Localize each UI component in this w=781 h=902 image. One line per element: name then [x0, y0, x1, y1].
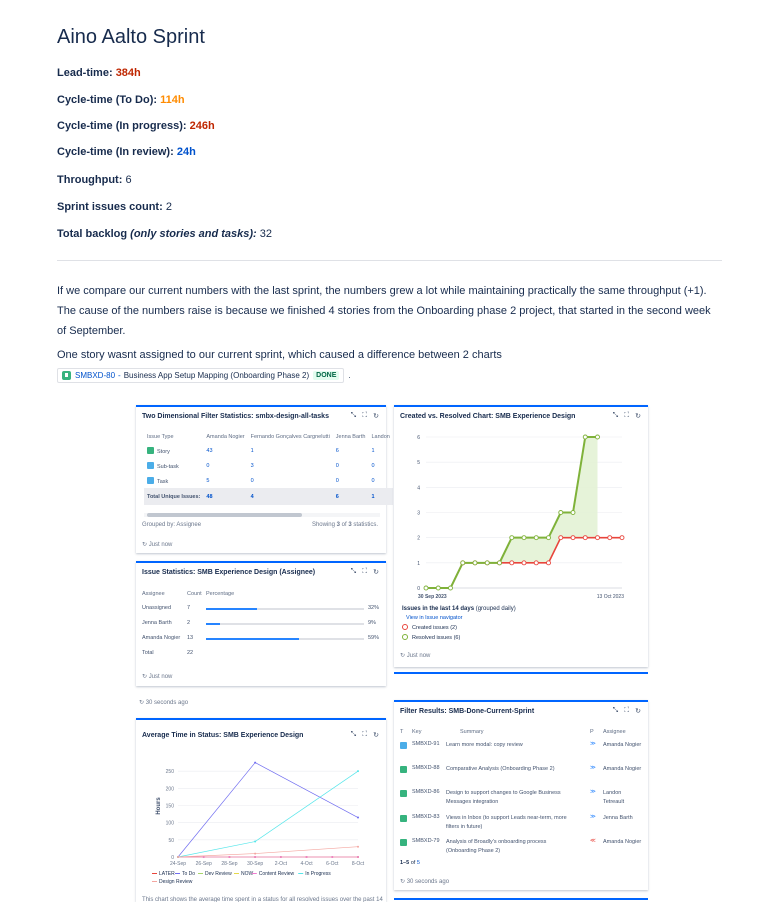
- y-tick-label: 6: [417, 435, 420, 441]
- story-icon: [400, 815, 407, 822]
- refresh-icon[interactable]: ↻: [373, 413, 379, 420]
- grouped-by-label: Grouped by: Assignee: [142, 522, 202, 528]
- metric-value: 246h: [189, 120, 215, 132]
- metric-label: Cycle-time (In progress):: [57, 120, 187, 132]
- assignee-name[interactable]: Amanda Nogier: [142, 635, 181, 641]
- percentage-bar: [206, 623, 364, 625]
- horizontal-scrollbar[interactable]: [144, 513, 380, 517]
- series-line-to-do: [178, 763, 358, 857]
- stats-table: [144, 431, 393, 505]
- assignee-count[interactable]: 7: [187, 605, 191, 611]
- y-tick-label: 50: [168, 837, 174, 844]
- list-item[interactable]: [400, 741, 640, 761]
- count-cell[interactable]: 0: [206, 462, 210, 469]
- resolved-point[interactable]: [436, 586, 440, 590]
- gadget-actions: [613, 707, 641, 715]
- legend-heading: Issues in the last 14 days: [402, 606, 475, 612]
- data-point[interactable]: [228, 856, 230, 858]
- minimize-icon[interactable]: ⤡: [350, 412, 357, 419]
- list-item[interactable]: [400, 814, 640, 834]
- table-row: [144, 458, 393, 473]
- count-range: 1–5: [400, 860, 410, 866]
- subtask-icon: [147, 462, 154, 469]
- y-tick-label: 3: [417, 510, 420, 517]
- gadget-actions: [351, 568, 379, 576]
- count-cell[interactable]: 1: [371, 447, 375, 454]
- metric-sprint-issues: [57, 201, 172, 213]
- total-count: 22: [187, 650, 194, 656]
- x-tick-label: 28-Sep: [221, 861, 238, 867]
- percentage-label: 9%: [368, 620, 376, 626]
- assignee-count[interactable]: 13: [187, 635, 194, 641]
- column-header[interactable]: Summary: [460, 729, 484, 735]
- metric-label: Lead-time:: [57, 67, 113, 79]
- data-point[interactable]: [306, 856, 308, 858]
- y-tick-label: 150: [165, 803, 174, 810]
- task-icon: [400, 742, 407, 749]
- expand-icon[interactable]: ⛶: [624, 707, 630, 714]
- assignee-name: Landon Tetreault: [603, 790, 625, 805]
- count-cell[interactable]: 6: [335, 447, 339, 454]
- legend-entry[interactable]: NOW: [241, 871, 254, 877]
- assignee-name: Amanda Nogier: [603, 839, 642, 845]
- list-item[interactable]: [400, 765, 640, 785]
- data-point[interactable]: [177, 856, 179, 858]
- refresh-icon[interactable]: ↻: [635, 413, 641, 420]
- total-cell[interactable]: 1: [368, 488, 392, 505]
- list-item[interactable]: [400, 838, 640, 858]
- stats-total-row: [142, 650, 194, 656]
- expand-icon[interactable]: ⛶: [362, 412, 368, 419]
- column-header: Amanda Nogier: [206, 434, 245, 440]
- issue-key[interactable]: SMBXD-79: [412, 838, 440, 844]
- table-row: [144, 443, 393, 458]
- metric-cycle-in-review: [57, 146, 196, 158]
- assignee-name: Amanda Nogier: [603, 766, 642, 772]
- assignee-name: Jenna Barth: [603, 815, 633, 821]
- last-updated: ↻ 30 seconds ago: [139, 700, 189, 706]
- metric-value: 24h: [176, 146, 196, 158]
- issue-summary[interactable]: Comparative Analysis (Onboarding Phase 2): [446, 766, 555, 772]
- x-tick-label: 6-Oct: [326, 861, 339, 867]
- total-label: Total: [142, 650, 154, 656]
- showing-prefix: Showing: [311, 522, 337, 528]
- last-updated: ↻ Just now: [400, 653, 431, 659]
- resolved-marker-icon: [402, 634, 408, 640]
- total-cell[interactable]: 4: [248, 488, 333, 505]
- minimize-icon[interactable]: ⤡: [350, 731, 357, 738]
- list-item[interactable]: [400, 789, 640, 809]
- gadget-title: Created vs. Resolved Chart: SMB Experience Design: [400, 413, 576, 420]
- chart-footnote: This chart shows the average time spent in a status for all resolved issues over the past 14: [142, 897, 383, 902]
- stats-row: [142, 605, 382, 614]
- stats-row: [142, 620, 382, 629]
- data-point[interactable]: [280, 856, 282, 858]
- x-tick-label: 2-Oct: [274, 861, 287, 867]
- y-tick-label: 4: [417, 485, 420, 492]
- column-header: Count: [187, 591, 202, 597]
- table-row: [144, 473, 393, 488]
- column-header: Assignee: [142, 591, 165, 597]
- legend-entry[interactable]: To Do: [182, 871, 196, 877]
- issue-key[interactable]: SMBXD-86: [412, 789, 440, 795]
- scrollbar-thumb[interactable]: [147, 513, 302, 517]
- issue-navigator-link[interactable]: View in Issue navigator: [406, 615, 463, 621]
- series-line-in-progress: [178, 771, 358, 857]
- resolved-point[interactable]: [485, 561, 489, 565]
- created-marker-icon: [402, 624, 408, 630]
- x-tick-label: 4-Oct: [300, 861, 313, 867]
- issue-type-label: Story: [157, 448, 170, 455]
- percentage-bar-fill: [206, 638, 299, 640]
- count-cell[interactable]: 5: [206, 477, 210, 484]
- showing-of: of: [339, 522, 349, 528]
- percentage-bar: [206, 638, 364, 640]
- two-dimensional-stats-gadget: [136, 405, 390, 553]
- y-tick-label: 200: [165, 786, 174, 793]
- expand-icon[interactable]: ⛶: [624, 412, 630, 419]
- data-point[interactable]: [254, 841, 256, 843]
- task-icon: [147, 477, 154, 484]
- summary-paragraph: If we compare our current numbers with the last sprint, the numbers grew a lot while maintaining practically the same throughput (+1). The cause of the numbers raise is because we finished 4 stories from the Onboarding phase 2 project, that started in the second week of September.: [57, 285, 711, 337]
- minimize-icon[interactable]: ⤡: [350, 568, 357, 575]
- column-header[interactable]: Key: [412, 729, 422, 735]
- x-tick-label: 26-Sep: [195, 861, 212, 867]
- stats-header: [142, 591, 235, 597]
- count-cell[interactable]: 0: [371, 462, 375, 469]
- count-cell[interactable]: 0: [335, 462, 339, 469]
- resolved-point[interactable]: [534, 536, 538, 540]
- assignee-name[interactable]: Unassigned: [142, 605, 172, 611]
- data-point[interactable]: [357, 817, 359, 819]
- metric-value: 384h: [115, 67, 141, 79]
- resolved-point[interactable]: [522, 536, 526, 540]
- stats-row: [142, 635, 382, 644]
- data-point[interactable]: [357, 770, 359, 772]
- minimize-icon[interactable]: ⤡: [612, 412, 619, 419]
- count-of: of: [410, 860, 416, 866]
- issue-summary[interactable]: Views in Inbox (to support Leads near-term, more filters in future): [446, 815, 567, 830]
- story-icon: [147, 447, 154, 454]
- showing-n: 3: [336, 522, 340, 528]
- total-label: Total Unique Issues:: [144, 488, 203, 505]
- gadget-actions: [613, 412, 641, 420]
- y-tick-label: 1: [417, 560, 420, 567]
- issue-link[interactable]: [57, 368, 344, 383]
- legend-entry[interactable]: Content Review: [258, 871, 295, 877]
- issue-summary[interactable]: Analysis of Broadly's onboarding process (Onboarding Phase 2): [446, 839, 547, 854]
- percentage-bar-fill: [206, 608, 257, 610]
- results-count: [400, 860, 420, 866]
- refresh-icon[interactable]: ↻: [373, 569, 379, 576]
- count-cell[interactable]: 0: [371, 477, 375, 484]
- column-header: Percentage: [206, 591, 235, 597]
- metric-label: Total backlog: [57, 228, 128, 240]
- trailing-period: .: [348, 370, 351, 380]
- data-point[interactable]: [254, 762, 256, 764]
- count-cell[interactable]: 1: [250, 447, 254, 454]
- x-tick-label: 24-Sep: [169, 861, 187, 867]
- gadget-title: Issue Statistics: SMB Experience Design (Assignee): [142, 569, 316, 576]
- issue-key: SMBXD-80: [75, 370, 116, 380]
- priority-icon: ≫: [590, 765, 596, 771]
- issue-summary[interactable]: Design to support changes to Google Business Messages integration: [446, 790, 561, 805]
- x-start-label: 30 Sep 2023: [418, 594, 447, 600]
- y-tick-label: 0: [171, 855, 174, 861]
- count-total[interactable]: 5: [416, 860, 420, 866]
- created-point[interactable]: [571, 536, 575, 540]
- created-point[interactable]: [547, 561, 551, 565]
- y-tick-label: 2: [417, 535, 420, 542]
- story-icon: [400, 839, 407, 846]
- gadget-title: Two Dimensional Filter Statistics: smbx-design-all-tasks: [142, 413, 329, 420]
- status-badge: DONE: [313, 371, 339, 380]
- column-header[interactable]: T: [400, 729, 404, 735]
- resolved-point[interactable]: [461, 561, 465, 565]
- table-header-row: [144, 431, 393, 443]
- gadget-actions: [351, 412, 379, 420]
- count-cell[interactable]: 0: [250, 477, 254, 484]
- metric-label: Cycle-time (To Do):: [57, 94, 158, 106]
- count-cell[interactable]: 43: [206, 447, 213, 454]
- metric-value: 114h: [160, 94, 185, 106]
- legend-resolved: [402, 634, 460, 641]
- metric-qualifier: (only stories and tasks):: [130, 228, 257, 240]
- issue-type-cell[interactable]: [144, 443, 203, 458]
- gadget-actions: [351, 731, 379, 739]
- assignee-name[interactable]: Jenna Barth: [142, 620, 172, 626]
- data-point[interactable]: [357, 846, 359, 848]
- issue-statistics-gadget: [136, 561, 386, 686]
- resolved-point[interactable]: [559, 511, 563, 515]
- created-point[interactable]: [534, 561, 538, 565]
- showing-total: 3: [348, 522, 352, 528]
- issue-summary[interactable]: Learn more modal: copy review: [446, 742, 523, 748]
- issue-key[interactable]: SMBXD-83: [412, 814, 440, 820]
- percentage-bar: [206, 608, 364, 610]
- data-point[interactable]: [357, 856, 359, 858]
- divider: [57, 260, 722, 261]
- percentage-label: 32%: [368, 605, 380, 611]
- metric-cycle-todo: [57, 94, 185, 106]
- issue-type-label: Sub-task: [157, 463, 179, 470]
- issue-type-label: Task: [157, 478, 169, 485]
- collapsed-gadget-edge: [394, 672, 648, 686]
- x-tick-label: 8-Oct: [351, 861, 365, 867]
- minimize-icon[interactable]: ⤡: [612, 707, 619, 714]
- story-icon: [400, 766, 407, 773]
- issue-reference: [57, 367, 351, 383]
- issue-type-cell[interactable]: [144, 473, 203, 488]
- resolved-point[interactable]: [424, 586, 428, 590]
- x-end-label: 13 Oct 2023: [596, 594, 624, 600]
- total-row: [144, 488, 393, 505]
- x-tick-label: 30-Sep: [247, 861, 264, 867]
- priority-icon: ≫: [590, 789, 596, 795]
- legend-created: [402, 624, 457, 631]
- next-gadget-edge: [394, 898, 648, 902]
- metric-label: Throughput:: [57, 174, 123, 186]
- column-header[interactable]: Assignee: [603, 729, 626, 735]
- legend-entry[interactable]: In Progress: [305, 871, 331, 877]
- legend-title: [402, 606, 516, 612]
- metric-value: 32: [259, 228, 273, 240]
- y-tick-label: 100: [165, 820, 174, 827]
- legend-created-label: Created issues (2): [412, 625, 457, 631]
- percentage-bar-fill: [206, 623, 220, 625]
- refresh-icon[interactable]: ↻: [373, 732, 379, 739]
- issue-key[interactable]: SMBXD-88: [412, 765, 440, 771]
- metric-total-backlog: [57, 228, 272, 240]
- resolved-point[interactable]: [498, 561, 502, 565]
- gadget-title: Average Time in Status: SMB Experience Design: [142, 732, 304, 739]
- metric-value: 2: [165, 201, 172, 213]
- last-updated: ↻ Just now: [142, 674, 173, 680]
- column-header: Issue Type: [147, 434, 174, 440]
- column-header[interactable]: P: [590, 729, 594, 735]
- last-updated: ↻ Just now: [142, 542, 173, 548]
- resolved-point[interactable]: [473, 561, 477, 565]
- resolved-point[interactable]: [583, 435, 587, 439]
- story-icon: [62, 371, 71, 380]
- count-cell[interactable]: 0: [335, 477, 339, 484]
- issue-separator: -: [118, 370, 121, 380]
- expand-icon[interactable]: ⛶: [362, 568, 368, 575]
- assignee-count[interactable]: 2: [187, 620, 191, 626]
- data-point[interactable]: [254, 853, 256, 855]
- column-header: Fernando Gonçalves Cargnelutti: [250, 434, 330, 440]
- created-point[interactable]: [620, 536, 624, 540]
- resolved-point[interactable]: [547, 536, 551, 540]
- created-vs-resolved-gadget: [394, 405, 648, 667]
- metric-lead-time: [57, 67, 141, 79]
- resolved-point[interactable]: [571, 511, 575, 515]
- count-cell[interactable]: 3: [250, 462, 254, 469]
- metric-label: Sprint issues count:: [57, 201, 163, 213]
- average-time-gadget: [136, 718, 386, 902]
- legend-note: (grouped daily): [475, 606, 516, 612]
- resolved-point[interactable]: [510, 536, 514, 540]
- priority-icon: ≫: [590, 814, 596, 820]
- data-point[interactable]: [203, 856, 205, 858]
- resolved-point[interactable]: [449, 586, 453, 590]
- page-title: Aino Aalto Sprint: [57, 26, 205, 48]
- created-point[interactable]: [608, 536, 612, 540]
- showing-suffix: statistics.: [351, 522, 378, 528]
- legend-entry[interactable]: Design Review: [159, 879, 193, 885]
- gadget-title: Filter Results: SMB-Done-Current-Sprint: [400, 708, 535, 715]
- metric-throughput: [57, 174, 132, 186]
- created-point[interactable]: [510, 561, 514, 565]
- priority-icon: ≫: [590, 741, 596, 747]
- issue-summary: Business App Setup Mapping (Onboarding Phase 2): [123, 370, 310, 380]
- showing-count: [312, 522, 378, 528]
- story-icon: [400, 790, 407, 797]
- priority-icon: ≪: [590, 838, 596, 844]
- created-resolved-chart: [394, 425, 648, 615]
- data-point[interactable]: [331, 856, 333, 858]
- total-cell[interactable]: 48: [203, 488, 247, 505]
- issue-type-cell[interactable]: [144, 458, 203, 473]
- metric-cycle-in-progress: [57, 120, 215, 132]
- legend-entry[interactable]: LATER: [159, 871, 175, 877]
- resolved-point[interactable]: [596, 435, 600, 439]
- legend-entry[interactable]: Dev Review: [205, 871, 232, 877]
- created-point[interactable]: [522, 561, 526, 565]
- y-tick-label: 0: [417, 586, 420, 592]
- data-point[interactable]: [254, 856, 256, 858]
- created-point[interactable]: [583, 536, 587, 540]
- created-point[interactable]: [596, 536, 600, 540]
- issue-key[interactable]: SMBXD-91: [412, 741, 440, 747]
- last-updated: ↻ 30 seconds ago: [400, 879, 450, 885]
- percentage-label: 59%: [368, 635, 380, 641]
- expand-icon[interactable]: ⛶: [362, 731, 368, 738]
- metric-value: 6: [125, 174, 132, 186]
- legend-resolved-label: Resolved issues (6): [412, 635, 461, 641]
- average-time-chart: [136, 744, 386, 902]
- metric-label: Cycle-time (In review):: [57, 146, 174, 158]
- filter-results-gadget: [394, 700, 648, 890]
- total-cell[interactable]: 6: [333, 488, 369, 505]
- y-tick-label: 250: [165, 769, 174, 776]
- column-header: Landon: [371, 434, 390, 440]
- created-point[interactable]: [559, 536, 563, 540]
- note-paragraph: One story wasnt assigned to our current sprint, which caused a difference between 2 charts: [57, 349, 502, 361]
- y-tick-label: 5: [417, 460, 420, 467]
- refresh-icon[interactable]: ↻: [635, 708, 641, 715]
- y-axis-label: Hours: [156, 797, 162, 815]
- assignee-name: Amanda Nogier: [603, 742, 642, 748]
- column-header: Jenna Barth: [335, 434, 366, 440]
